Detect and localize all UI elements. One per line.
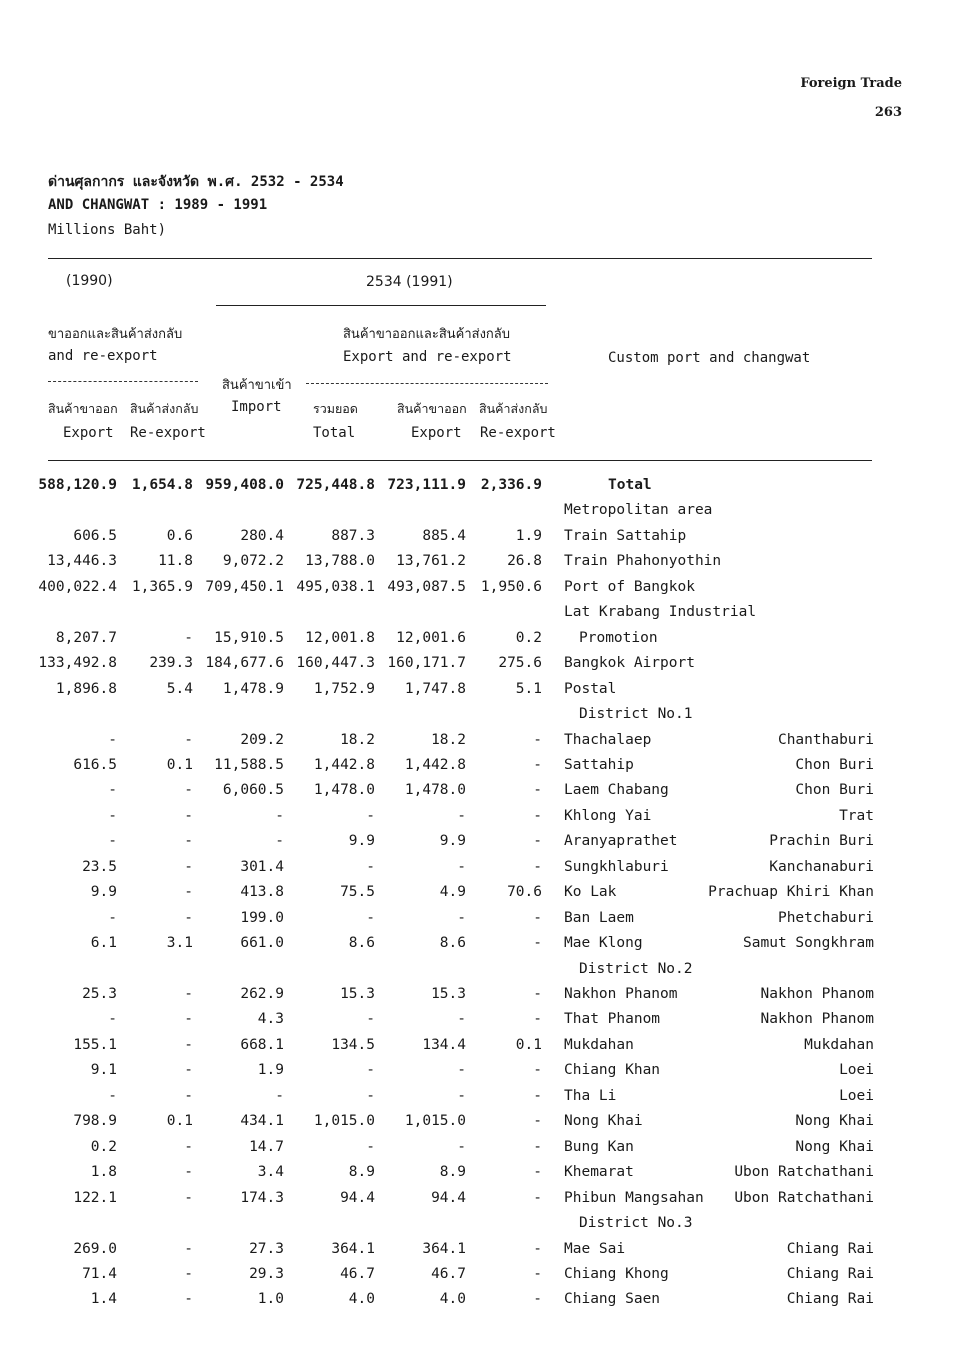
cell-changwat: Mukdahan [804, 1036, 874, 1053]
cell-import-1991: 29.3 [249, 1265, 284, 1282]
cell-reexport-1990: - [184, 1291, 193, 1308]
col-export-1990-thai: สินค้าขาออก [48, 401, 118, 416]
cell-reexport-1990: 0.1 [166, 1113, 193, 1130]
cell-import-1991: - [275, 1087, 284, 1104]
cell-reexport-1990: - [184, 1087, 193, 1104]
cell-total-1991: - [366, 1087, 375, 1104]
table-row [0, 502, 966, 527]
cell-changwat: Chanthaburi [777, 731, 874, 748]
cell-reexport-1990: - [184, 782, 193, 799]
table-title-english: AND CHANGWAT : 1989 - 1991 [48, 197, 268, 213]
cell-total-1991: 4.0 [348, 1291, 375, 1308]
cell-export-1991: 46.7 [431, 1265, 466, 1282]
cell-export-1991: - [457, 909, 466, 926]
cell-changwat: Prachuap Khiri Khan [708, 884, 874, 901]
cell-reexport-1991: - [533, 1240, 542, 1257]
cell-export-1990: - [108, 782, 117, 799]
cell-import-1991: 413.8 [240, 884, 284, 901]
table-title-thai: ด่านศุลกากร และจังหวัด พ.ศ. 2532 - 2534 [48, 174, 344, 190]
cell-export-1991: 15.3 [431, 986, 466, 1002]
cell-export-1991: - [457, 807, 466, 824]
cell-reexport-1990: - [184, 858, 193, 875]
table-row [0, 935, 966, 960]
cell-reexport-1991: - [533, 731, 542, 748]
cell-export-1991: 1,747.8 [404, 680, 466, 697]
cell-custom-port: Thachalaep [564, 731, 652, 748]
cell-reexport-1990: - [184, 1036, 193, 1053]
cell-import-1991: 174.3 [240, 1189, 284, 1206]
cell-changwat: Trat [839, 807, 874, 824]
cell-export-1991: 1,015.0 [404, 1113, 466, 1130]
cell-export-1990: 616.5 [73, 756, 117, 773]
section-title: Foreign Trade [800, 76, 902, 91]
cell-reexport-1991: - [533, 1291, 542, 1308]
cell-export-1990: - [108, 731, 117, 748]
cell-reexport-1991: - [533, 1265, 542, 1282]
cell-custom-port: Ko Lak [564, 884, 617, 901]
cell-export-1991: - [457, 1087, 466, 1104]
cell-reexport-1990: 1,654.8 [131, 477, 193, 493]
cell-export-1990: 1,896.8 [55, 680, 117, 697]
cell-export-1990: 13,446.3 [47, 553, 117, 570]
cell-custom-port: Bangkok Airport [564, 655, 695, 672]
cell-total-1991: - [366, 1011, 375, 1028]
cell-total-1991: - [366, 1062, 375, 1079]
group-left-thai: ขาออกและสินค้าส่งกลับ [48, 327, 183, 342]
cell-custom-port: District No.3 [579, 1215, 693, 1232]
cell-custom-port: Mae Sai [564, 1240, 626, 1257]
group-left-rule [48, 381, 198, 382]
cell-export-1990: 588,120.9 [38, 477, 117, 493]
cell-changwat: Chiang Rai [786, 1291, 874, 1308]
cell-custom-port: Phibun Mangsahan [564, 1189, 704, 1206]
cell-reexport-1991: - [533, 833, 542, 850]
cell-changwat: Samut Songkhram [743, 935, 874, 952]
group-right-english: Export and re-export [343, 349, 512, 365]
cell-custom-port: District No.1 [579, 706, 693, 723]
cell-custom-port: Nong Khai [564, 1113, 643, 1130]
cell-reexport-1991: - [533, 858, 542, 875]
table-row [0, 604, 966, 629]
cell-import-1991: 301.4 [240, 858, 284, 875]
cell-custom-port: Train Sattahip [564, 527, 687, 544]
cell-custom-port: Postal [564, 680, 617, 697]
cell-custom-port: Sattahip [564, 756, 634, 773]
table-row [0, 1088, 966, 1113]
cell-export-1990: 798.9 [73, 1113, 117, 1130]
cell-changwat: Loei [839, 1062, 874, 1079]
cell-total-1991: 75.5 [340, 884, 375, 901]
cell-export-1990: 133,492.8 [38, 655, 117, 672]
cell-total-1991: 46.7 [340, 1265, 375, 1282]
cell-changwat: Prachin Buri [769, 833, 874, 850]
cell-reexport-1990: - [184, 1138, 193, 1155]
cell-import-1991: 434.1 [240, 1113, 284, 1130]
table-row [0, 1062, 966, 1087]
cell-import-1991: 661.0 [240, 935, 284, 952]
cell-custom-port: District No.2 [579, 960, 693, 977]
cell-reexport-1991: 70.6 [507, 884, 542, 901]
col-reexport-1990-english: Re-export [130, 425, 206, 441]
cell-export-1990: - [108, 1087, 117, 1104]
cell-export-1991: 885.4 [422, 527, 466, 544]
cell-reexport-1991: 1,950.6 [480, 578, 542, 595]
cell-export-1990: 400,022.4 [38, 578, 117, 595]
cell-changwat: Loei [839, 1087, 874, 1104]
cell-reexport-1990: - [184, 1265, 193, 1282]
table-row [0, 833, 966, 858]
col-import-english: Import [231, 399, 282, 415]
cell-total-1991: 9.9 [348, 833, 375, 850]
cell-reexport-1990: - [184, 1011, 193, 1028]
cell-reexport-1990: 3.1 [166, 935, 193, 952]
cell-export-1990: 1.8 [90, 1164, 117, 1181]
cell-reexport-1990: 1,365.9 [131, 578, 193, 595]
table-row [0, 579, 966, 604]
cell-export-1990: - [108, 909, 117, 926]
table-row [0, 1113, 966, 1138]
cell-export-1990: 9.1 [90, 1062, 117, 1079]
cell-total-1991: 160,447.3 [296, 655, 375, 672]
cell-export-1991: 94.4 [431, 1189, 466, 1206]
cell-custom-port: Mae Klong [564, 935, 643, 952]
col-export-1991-thai: สินค้าขาออก [397, 401, 467, 416]
cell-export-1990: 155.1 [73, 1036, 117, 1053]
cell-total-1991: 18.2 [340, 731, 375, 748]
cell-export-1991: 4.0 [439, 1291, 466, 1308]
col-export-1990-english: Export [63, 425, 114, 441]
cell-reexport-1991: 1.9 [515, 527, 542, 544]
cell-export-1991: 134.4 [422, 1036, 466, 1053]
cell-changwat: Nong Khai [795, 1113, 874, 1130]
cell-export-1991: 13,761.2 [396, 553, 466, 570]
cell-reexport-1991: - [533, 782, 542, 799]
table-row [0, 706, 966, 731]
cell-reexport-1990: 239.3 [149, 655, 193, 672]
cell-total-1991: 12,001.8 [305, 629, 375, 646]
table-row [0, 1241, 966, 1266]
cell-total-1991: 15.3 [340, 986, 375, 1002]
table-row [0, 1037, 966, 1062]
cell-export-1991: 8.9 [439, 1164, 466, 1181]
cell-reexport-1990: - [184, 884, 193, 901]
cell-reexport-1991: 26.8 [507, 553, 542, 570]
cell-reexport-1990: - [184, 833, 193, 850]
cell-export-1990: 122.1 [73, 1189, 117, 1206]
cell-custom-port: Bung Kan [564, 1138, 634, 1155]
table-row [0, 986, 966, 1011]
cell-import-1991: - [275, 833, 284, 850]
cell-reexport-1991: 0.1 [515, 1036, 542, 1053]
cell-import-1991: 262.9 [240, 986, 284, 1002]
cell-total-1991: 8.9 [348, 1164, 375, 1181]
cell-custom-port: Aranyaprathet [564, 833, 678, 850]
cell-import-1991: 15,910.5 [214, 629, 284, 646]
cell-import-1991: 959,408.0 [205, 477, 284, 493]
cell-changwat: Nakhon Phanom [760, 1011, 874, 1028]
port-column-heading: Custom port and changwat [608, 350, 811, 366]
cell-import-1991: 709,450.1 [205, 578, 284, 595]
year-1991-rule [216, 305, 546, 306]
cell-changwat: Nakhon Phanom [760, 986, 874, 1002]
cell-export-1991: 493,087.5 [387, 578, 466, 595]
cell-total-1991: 8.6 [348, 935, 375, 952]
cell-import-1991: 668.1 [240, 1036, 284, 1053]
cell-export-1991: 12,001.6 [396, 629, 466, 646]
cell-export-1991: - [457, 858, 466, 875]
cell-export-1990: - [108, 833, 117, 850]
col-reexport-1991-thai: สินค้าส่งกลับ [479, 401, 548, 416]
cell-reexport-1991: - [533, 756, 542, 773]
col-reexport-1991-english: Re-export [480, 425, 556, 441]
cell-changwat: Chiang Rai [786, 1265, 874, 1282]
table-row [0, 630, 966, 655]
cell-export-1990: 71.4 [82, 1265, 117, 1282]
cell-reexport-1990: 0.1 [166, 756, 193, 773]
cell-custom-port: Mukdahan [564, 1036, 634, 1053]
cell-custom-port: Laem Chabang [564, 782, 669, 799]
year-1990-heading: (1990) [66, 273, 113, 289]
cell-total-1991: 887.3 [331, 527, 375, 544]
cell-export-1990: - [108, 1011, 117, 1028]
cell-export-1991: 18.2 [431, 731, 466, 748]
cell-export-1991: 8.6 [439, 935, 466, 952]
cell-reexport-1990: 11.8 [158, 553, 193, 570]
table-row [0, 477, 966, 502]
table-unit: Millions Baht) [48, 222, 167, 238]
cell-export-1990: 0.2 [90, 1138, 117, 1155]
cell-export-1990: 1.4 [90, 1291, 117, 1308]
cell-changwat: Ubon Ratchathani [734, 1189, 874, 1206]
cell-export-1990: 9.9 [90, 884, 117, 901]
table-row [0, 859, 966, 884]
cell-total-1991: - [366, 807, 375, 824]
cell-custom-port: Metropolitan area [564, 502, 713, 519]
col-total-english: Total [313, 425, 356, 441]
cell-export-1990: 23.5 [82, 858, 117, 875]
cell-changwat: Nong Khai [795, 1138, 874, 1155]
cell-export-1990: 606.5 [73, 527, 117, 544]
table-row [0, 1139, 966, 1164]
cell-import-1991: 184,677.6 [205, 655, 284, 672]
table-top-rule [48, 258, 872, 259]
cell-total-1991: 725,448.8 [296, 477, 375, 493]
cell-export-1991: - [457, 1011, 466, 1028]
cell-reexport-1990: - [184, 1062, 193, 1079]
cell-changwat: Ubon Ratchathani [734, 1164, 874, 1181]
cell-import-1991: 3.4 [257, 1164, 284, 1181]
table-row [0, 808, 966, 833]
cell-reexport-1990: - [184, 807, 193, 824]
cell-export-1990: 6.1 [90, 935, 117, 952]
cell-custom-port: Sungkhlaburi [564, 858, 669, 875]
cell-changwat: Kanchanaburi [769, 858, 874, 875]
year-1991-heading: 2534 (1991) [366, 274, 453, 290]
cell-changwat: Phetchaburi [777, 909, 874, 926]
table-row [0, 884, 966, 909]
cell-reexport-1991: - [533, 909, 542, 926]
col-reexport-1990-thai: สินค้าส่งกลับ [130, 401, 199, 416]
cell-import-1991: 199.0 [240, 909, 284, 926]
cell-custom-port: Train Phahonyothin [564, 553, 722, 570]
cell-custom-port: That Phanom [564, 1011, 661, 1028]
cell-total-1991: 1,442.8 [313, 756, 375, 773]
cell-export-1991: - [457, 1138, 466, 1155]
cell-total-1991: 134.5 [331, 1036, 375, 1053]
cell-import-1991: 209.2 [240, 731, 284, 748]
cell-reexport-1991: 5.1 [515, 680, 542, 697]
table-row [0, 1215, 966, 1240]
cell-import-1991: 27.3 [249, 1240, 284, 1257]
cell-reexport-1991: - [533, 935, 542, 952]
table-row [0, 910, 966, 935]
header-bottom-rule [48, 460, 872, 461]
cell-reexport-1990: - [184, 986, 193, 1002]
cell-export-1990: 269.0 [73, 1240, 117, 1257]
table-row [0, 782, 966, 807]
cell-changwat: Chiang Rai [786, 1240, 874, 1257]
cell-reexport-1991: - [533, 1011, 542, 1028]
cell-export-1990: - [108, 807, 117, 824]
cell-reexport-1991: 0.2 [515, 629, 542, 646]
cell-custom-port: Chiang Khan [564, 1062, 661, 1079]
table-row [0, 1190, 966, 1215]
page-number: 263 [874, 105, 902, 120]
cell-custom-port: Total [608, 477, 652, 493]
cell-export-1991: 9.9 [439, 833, 466, 850]
cell-reexport-1991: - [533, 1062, 542, 1079]
cell-export-1991: 160,171.7 [387, 655, 466, 672]
cell-import-1991: 9,072.2 [222, 553, 284, 570]
cell-custom-port: Chiang Saen [564, 1291, 661, 1308]
cell-total-1991: - [366, 858, 375, 875]
cell-total-1991: - [366, 909, 375, 926]
cell-export-1991: - [457, 1062, 466, 1079]
cell-reexport-1990: - [184, 909, 193, 926]
cell-reexport-1990: - [184, 1240, 193, 1257]
cell-import-1991: - [275, 807, 284, 824]
cell-custom-port: Port of Bangkok [564, 578, 695, 595]
cell-custom-port: Nakhon Phanom [564, 986, 678, 1002]
cell-export-1991: 723,111.9 [387, 477, 466, 493]
col-import-thai: สินค้าขาเข้า [222, 378, 292, 393]
cell-custom-port: Ban Laem [564, 909, 634, 926]
group-right-thai: สินค้าขาออกและสินค้าส่งกลับ [343, 327, 511, 342]
table-row [0, 1291, 966, 1316]
cell-reexport-1991: - [533, 1113, 542, 1130]
col-export-1991-english: Export [411, 425, 462, 441]
cell-export-1990: 8,207.7 [55, 629, 117, 646]
cell-export-1991: 364.1 [422, 1240, 466, 1257]
cell-changwat: Chon Buri [795, 782, 874, 799]
cell-custom-port: Tha Li [564, 1087, 617, 1104]
cell-total-1991: 1,015.0 [313, 1113, 375, 1130]
table-row [0, 1266, 966, 1291]
cell-reexport-1990: 5.4 [166, 680, 193, 697]
cell-import-1991: 6,060.5 [222, 782, 284, 799]
cell-total-1991: 495,038.1 [296, 578, 375, 595]
table-row [0, 553, 966, 578]
cell-export-1991: 4.9 [439, 884, 466, 901]
table-row [0, 655, 966, 680]
cell-total-1991: 1,478.0 [313, 782, 375, 799]
cell-custom-port: Promotion [579, 629, 658, 646]
cell-reexport-1991: 2,336.9 [480, 477, 542, 493]
table-row [0, 732, 966, 757]
cell-changwat: Chon Buri [795, 756, 874, 773]
table-row [0, 1164, 966, 1189]
cell-import-1991: 1.0 [257, 1291, 284, 1308]
cell-reexport-1991: - [533, 986, 542, 1002]
cell-export-1991: 1,442.8 [404, 756, 466, 773]
cell-custom-port: Chiang Khong [564, 1265, 669, 1282]
col-total-thai: รวมยอด [313, 401, 358, 416]
cell-reexport-1990: - [184, 1189, 193, 1206]
group-right-rule [306, 383, 548, 384]
cell-custom-port: Khemarat [564, 1164, 634, 1181]
table-row [0, 528, 966, 553]
cell-reexport-1990: 0.6 [166, 527, 193, 544]
cell-total-1991: 94.4 [340, 1189, 375, 1206]
cell-total-1991: 13,788.0 [305, 553, 375, 570]
cell-import-1991: 1.9 [257, 1062, 284, 1079]
cell-reexport-1991: 275.6 [498, 655, 542, 672]
cell-total-1991: 1,752.9 [313, 680, 375, 697]
cell-reexport-1990: - [184, 731, 193, 748]
table-row [0, 757, 966, 782]
cell-reexport-1991: - [533, 807, 542, 824]
cell-custom-port: Lat Krabang Industrial [564, 604, 757, 621]
group-left-english: and re-export [48, 348, 158, 364]
cell-import-1991: 14.7 [249, 1138, 284, 1155]
table-row [0, 681, 966, 706]
table-row [0, 1011, 966, 1036]
cell-import-1991: 280.4 [240, 527, 284, 544]
cell-reexport-1991: - [533, 1164, 542, 1181]
cell-import-1991: 11,588.5 [214, 756, 284, 773]
cell-reexport-1990: - [184, 1164, 193, 1181]
cell-import-1991: 1,478.9 [222, 680, 284, 697]
cell-reexport-1991: - [533, 1189, 542, 1206]
cell-total-1991: 364.1 [331, 1240, 375, 1257]
cell-reexport-1991: - [533, 1138, 542, 1155]
table-row [0, 961, 966, 986]
cell-reexport-1990: - [184, 629, 193, 646]
cell-custom-port: Khlong Yai [564, 807, 652, 824]
cell-export-1990: 25.3 [82, 986, 117, 1002]
cell-reexport-1991: - [533, 1087, 542, 1104]
cell-export-1991: 1,478.0 [404, 782, 466, 799]
cell-import-1991: 4.3 [257, 1011, 284, 1028]
cell-total-1991: - [366, 1138, 375, 1155]
